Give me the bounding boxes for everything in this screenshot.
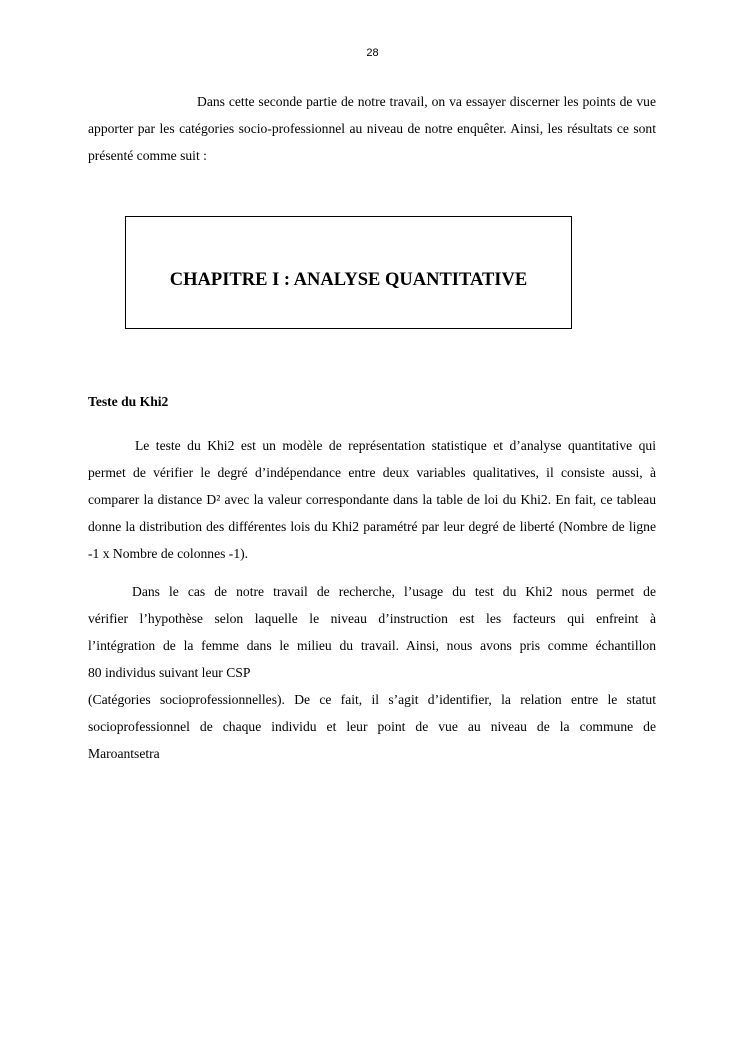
paragraph-line: vérifier l’hypothèse selon laquelle le niveau d’instruction est les facteurs qui enfreint à <box>88 611 656 626</box>
page-number: 28 <box>366 47 379 59</box>
paragraph-line: Dans le cas de notre travail de recherche, l’usage du test du Khi2 nous permet de <box>132 584 656 599</box>
intro-paragraph: Dans cette seconde partie de notre travail, on va essayer discerner les points de vue apporter par les catégories socio-professionnel au niveau de notre enquêter. Ainsi, les résultats ce sont présenté comme suit : <box>88 94 656 163</box>
paragraph-line: (Catégories socioprofessionnelles). De ce fait, il s’agit d’identifier, la relation entre le statut <box>88 692 656 707</box>
paragraph-line: Maroantsetra <box>88 746 160 761</box>
khi2-definition-paragraph: Le teste du Khi2 est un modèle de représentation statistique et d’analyse quantitative qui permet de vérifier le degré d’indépendance entre deux variables qualitatives, il consiste aussi, à comparer la distance D² avec la valeur correspondante dans la table de loi du Khi2. En fait, ce tableau donne la distribution des différentes lois du Khi2 paramétré par leur degré de liberté (Nombre de ligne -1 x Nombre de colonnes -1). <box>88 438 656 561</box>
chapter-title: CHAPITRE I : ANALYSE QUANTITATIVE <box>169 270 528 290</box>
khi2-usage-paragraph <box>88 578 656 767</box>
section-heading: Teste du Khi2 <box>88 394 169 409</box>
paragraph-line: l’intégration de la femme dans le milieu du travail. Ainsi, nous avons pris comme échantillon <box>88 638 656 653</box>
chapter-title-box <box>125 216 572 329</box>
paragraph-line: 80 individus suivant leur CSP <box>88 665 251 680</box>
paragraph-line: socioprofessionnel de chaque individu et leur point de vue au niveau de la commune de <box>88 719 656 734</box>
